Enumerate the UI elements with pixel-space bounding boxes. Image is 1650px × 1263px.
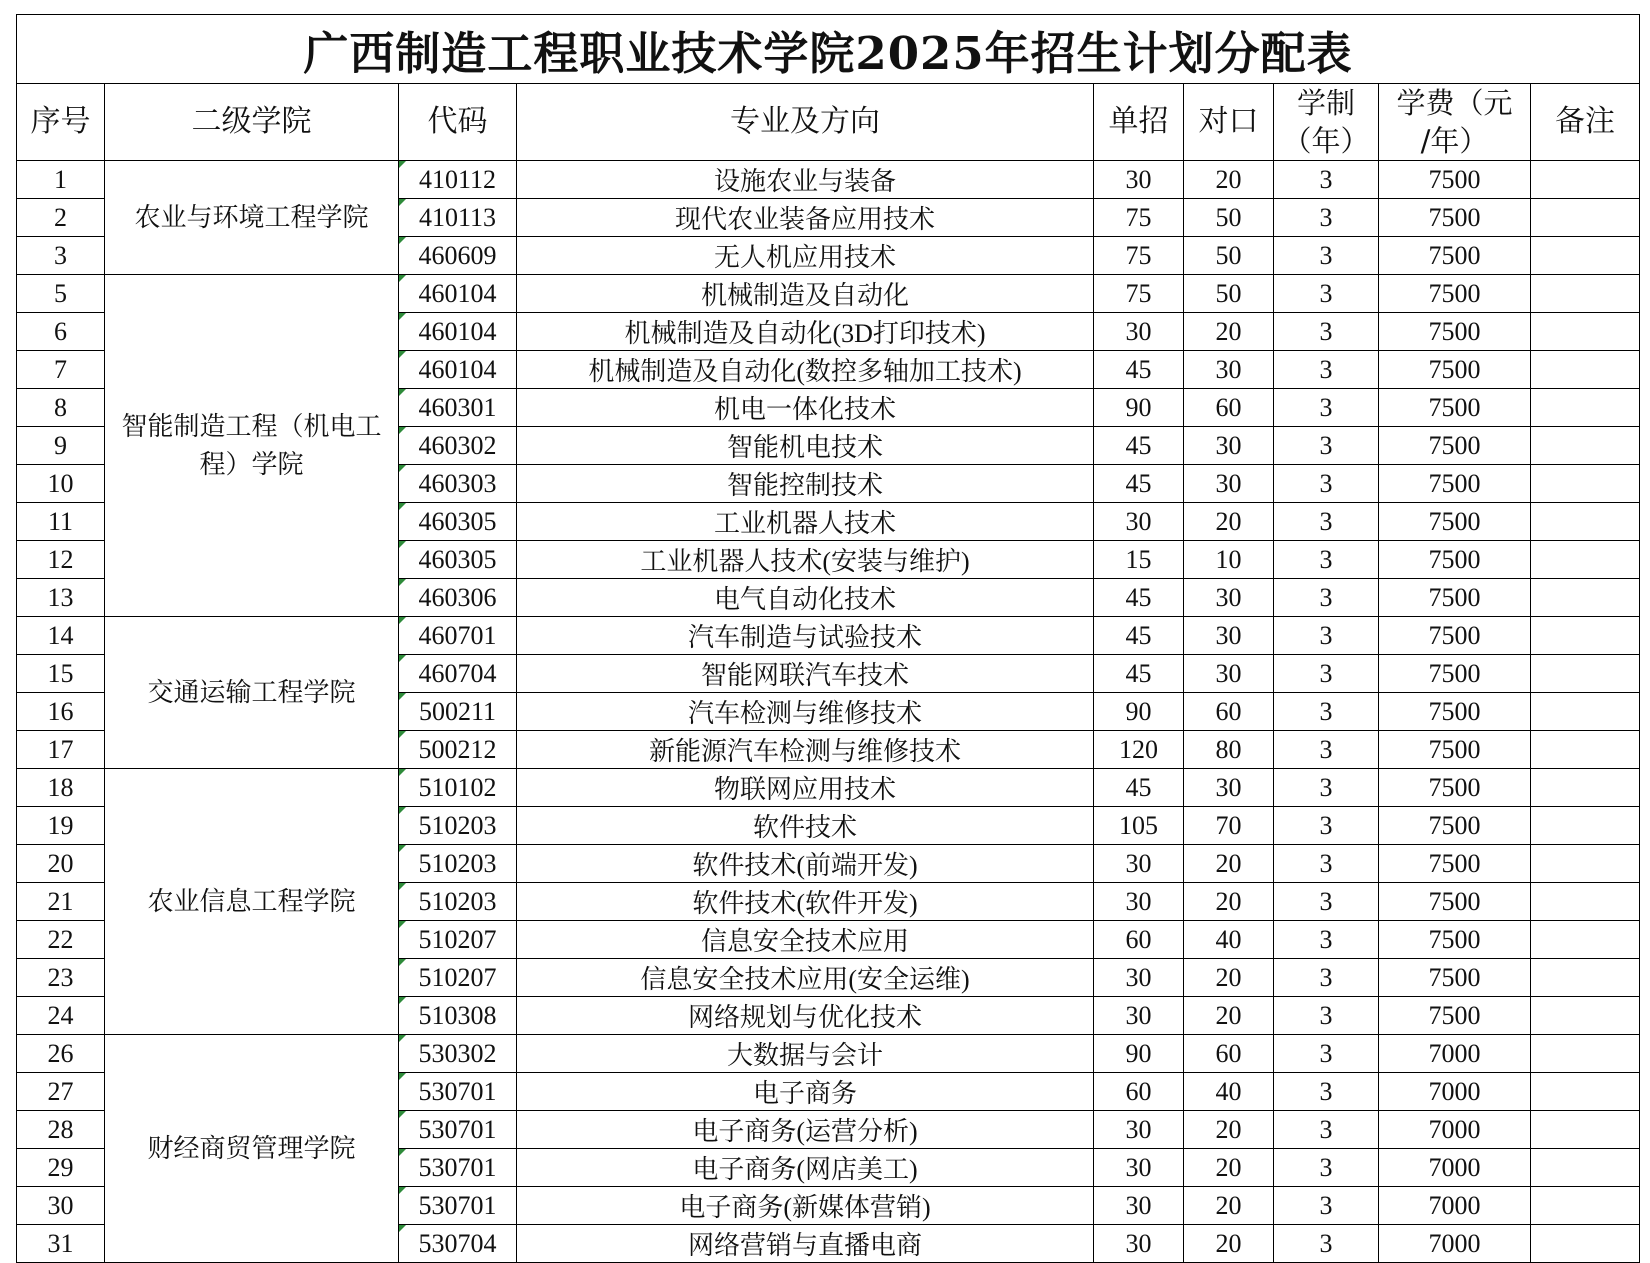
cell-remark — [1531, 427, 1640, 465]
cell-seq: 29 — [17, 1149, 105, 1187]
cell-fee: 7500 — [1379, 275, 1531, 313]
table-row — [17, 769, 1640, 807]
cell-remark — [1531, 921, 1640, 959]
cell-years: 3 — [1274, 1111, 1379, 1149]
cell-fee: 7500 — [1379, 959, 1531, 997]
cell-single: 30 — [1094, 313, 1184, 351]
cell-major: 网络营销与直播电商 — [517, 1225, 1094, 1263]
cell-single: 30 — [1094, 1149, 1184, 1187]
cell-duikou: 20 — [1184, 997, 1274, 1035]
cell-single: 75 — [1094, 199, 1184, 237]
cell-college: 交通运输工程学院 — [105, 617, 399, 769]
cell-duikou: 70 — [1184, 807, 1274, 845]
cell-major: 电子商务(网店美工) — [517, 1149, 1094, 1187]
header-code: 代码 — [399, 84, 517, 161]
cell-years: 3 — [1274, 465, 1379, 503]
header-single: 单招 — [1094, 84, 1184, 161]
cell-fee: 7000 — [1379, 1111, 1531, 1149]
header-college: 二级学院 — [105, 84, 399, 161]
cell-code: 460306 — [399, 579, 517, 617]
cell-seq: 26 — [17, 1035, 105, 1073]
cell-remark — [1531, 1149, 1640, 1187]
cell-duikou: 20 — [1184, 959, 1274, 997]
cell-remark — [1531, 199, 1640, 237]
cell-code: 460104 — [399, 313, 517, 351]
cell-fee: 7000 — [1379, 1187, 1531, 1225]
cell-duikou: 30 — [1184, 617, 1274, 655]
cell-fee: 7500 — [1379, 161, 1531, 199]
cell-seq: 8 — [17, 389, 105, 427]
cell-years: 3 — [1274, 1073, 1379, 1111]
cell-years: 3 — [1274, 1035, 1379, 1073]
cell-years: 3 — [1274, 921, 1379, 959]
cell-fee: 7500 — [1379, 351, 1531, 389]
cell-code: 460701 — [399, 617, 517, 655]
cell-years: 3 — [1274, 389, 1379, 427]
cell-major: 汽车制造与试验技术 — [517, 617, 1094, 655]
cell-remark — [1531, 541, 1640, 579]
cell-single: 15 — [1094, 541, 1184, 579]
cell-single: 30 — [1094, 1225, 1184, 1263]
cell-years: 3 — [1274, 427, 1379, 465]
cell-single: 30 — [1094, 503, 1184, 541]
cell-single: 90 — [1094, 389, 1184, 427]
cell-remark — [1531, 693, 1640, 731]
cell-fee: 7500 — [1379, 541, 1531, 579]
cell-single: 120 — [1094, 731, 1184, 769]
cell-years: 3 — [1274, 807, 1379, 845]
cell-seq: 18 — [17, 769, 105, 807]
cell-remark — [1531, 237, 1640, 275]
cell-fee: 7000 — [1379, 1035, 1531, 1073]
cell-seq: 22 — [17, 921, 105, 959]
cell-remark — [1531, 465, 1640, 503]
cell-years: 3 — [1274, 161, 1379, 199]
cell-seq: 3 — [17, 237, 105, 275]
cell-fee: 7500 — [1379, 465, 1531, 503]
cell-duikou: 20 — [1184, 845, 1274, 883]
cell-major: 软件技术(软件开发) — [517, 883, 1094, 921]
cell-code: 500211 — [399, 693, 517, 731]
cell-duikou: 60 — [1184, 1035, 1274, 1073]
cell-fee: 7500 — [1379, 807, 1531, 845]
cell-code: 530701 — [399, 1073, 517, 1111]
cell-duikou: 40 — [1184, 1073, 1274, 1111]
cell-major: 机电一体化技术 — [517, 389, 1094, 427]
cell-years: 3 — [1274, 997, 1379, 1035]
table-row — [17, 617, 1640, 655]
cell-remark — [1531, 883, 1640, 921]
cell-seq: 24 — [17, 997, 105, 1035]
cell-code: 510203 — [399, 883, 517, 921]
cell-years: 3 — [1274, 237, 1379, 275]
cell-code: 460302 — [399, 427, 517, 465]
cell-single: 45 — [1094, 617, 1184, 655]
cell-college: 智能制造工程（机电工程）学院 — [105, 275, 399, 617]
cell-major: 电气自动化技术 — [517, 579, 1094, 617]
cell-remark — [1531, 807, 1640, 845]
cell-code: 530704 — [399, 1225, 517, 1263]
cell-major: 智能网联汽车技术 — [517, 655, 1094, 693]
cell-single: 75 — [1094, 275, 1184, 313]
cell-fee: 7500 — [1379, 313, 1531, 351]
cell-duikou: 20 — [1184, 1111, 1274, 1149]
header-seq: 序号 — [17, 84, 105, 161]
cell-single: 30 — [1094, 161, 1184, 199]
cell-duikou: 60 — [1184, 389, 1274, 427]
cell-major: 智能控制技术 — [517, 465, 1094, 503]
cell-remark — [1531, 959, 1640, 997]
cell-seq: 17 — [17, 731, 105, 769]
cell-remark — [1531, 275, 1640, 313]
cell-fee: 7500 — [1379, 769, 1531, 807]
cell-code: 460301 — [399, 389, 517, 427]
cell-fee: 7500 — [1379, 997, 1531, 1035]
cell-years: 3 — [1274, 769, 1379, 807]
cell-seq: 12 — [17, 541, 105, 579]
cell-remark — [1531, 579, 1640, 617]
cell-fee: 7500 — [1379, 921, 1531, 959]
table-title: 广西制造工程职业技术学院2025年招生计划分配表 — [17, 15, 1640, 84]
cell-remark — [1531, 161, 1640, 199]
cell-years: 3 — [1274, 693, 1379, 731]
cell-major: 智能机电技术 — [517, 427, 1094, 465]
cell-seq: 7 — [17, 351, 105, 389]
cell-duikou: 30 — [1184, 465, 1274, 503]
header-duikou: 对口 — [1184, 84, 1274, 161]
cell-remark — [1531, 731, 1640, 769]
cell-code: 460305 — [399, 541, 517, 579]
cell-single: 45 — [1094, 769, 1184, 807]
header-fee-line2: /年） — [1420, 124, 1489, 158]
cell-code: 530302 — [399, 1035, 517, 1073]
cell-duikou: 20 — [1184, 1187, 1274, 1225]
cell-years: 3 — [1274, 1225, 1379, 1263]
cell-seq: 23 — [17, 959, 105, 997]
cell-duikou: 30 — [1184, 655, 1274, 693]
cell-duikou: 60 — [1184, 693, 1274, 731]
cell-fee: 7500 — [1379, 579, 1531, 617]
cell-duikou: 20 — [1184, 503, 1274, 541]
cell-years: 3 — [1274, 275, 1379, 313]
cell-single: 75 — [1094, 237, 1184, 275]
cell-duikou: 20 — [1184, 1225, 1274, 1263]
cell-duikou: 20 — [1184, 161, 1274, 199]
cell-remark — [1531, 997, 1640, 1035]
cell-single: 45 — [1094, 579, 1184, 617]
cell-code: 460704 — [399, 655, 517, 693]
cell-single: 105 — [1094, 807, 1184, 845]
cell-fee: 7000 — [1379, 1149, 1531, 1187]
cell-fee: 7000 — [1379, 1073, 1531, 1111]
cell-remark — [1531, 389, 1640, 427]
cell-single: 45 — [1094, 351, 1184, 389]
header-major: 专业及方向 — [517, 84, 1094, 161]
cell-single: 30 — [1094, 883, 1184, 921]
header-fee — [1379, 84, 1531, 161]
cell-seq: 9 — [17, 427, 105, 465]
cell-single: 90 — [1094, 1035, 1184, 1073]
cell-seq: 20 — [17, 845, 105, 883]
cell-remark — [1531, 503, 1640, 541]
cell-duikou: 30 — [1184, 351, 1274, 389]
cell-major: 机械制造及自动化(数控多轴加工技术) — [517, 351, 1094, 389]
cell-duikou: 30 — [1184, 579, 1274, 617]
header-duration-line1: 学制 — [1296, 86, 1355, 120]
cell-single: 60 — [1094, 1073, 1184, 1111]
cell-single: 30 — [1094, 845, 1184, 883]
table-row — [17, 161, 1640, 199]
cell-major: 现代农业装备应用技术 — [517, 199, 1094, 237]
cell-duikou: 50 — [1184, 275, 1274, 313]
cell-years: 3 — [1274, 503, 1379, 541]
cell-major: 工业机器人技术(安装与维护) — [517, 541, 1094, 579]
cell-code: 410113 — [399, 199, 517, 237]
header-duration-line2: （年） — [1282, 124, 1370, 158]
cell-duikou: 20 — [1184, 1149, 1274, 1187]
cell-remark — [1531, 655, 1640, 693]
cell-college: 农业与环境工程学院 — [105, 161, 399, 275]
cell-seq: 16 — [17, 693, 105, 731]
cell-remark — [1531, 1111, 1640, 1149]
cell-years: 3 — [1274, 1187, 1379, 1225]
cell-code: 510102 — [399, 769, 517, 807]
cell-years: 3 — [1274, 959, 1379, 997]
cell-seq: 2 — [17, 199, 105, 237]
cell-seq: 14 — [17, 617, 105, 655]
cell-seq: 19 — [17, 807, 105, 845]
cell-major: 软件技术 — [517, 807, 1094, 845]
cell-duikou: 10 — [1184, 541, 1274, 579]
cell-fee: 7500 — [1379, 883, 1531, 921]
cell-single: 45 — [1094, 465, 1184, 503]
cell-code: 510203 — [399, 845, 517, 883]
header-duration — [1274, 84, 1379, 161]
cell-remark — [1531, 1035, 1640, 1073]
cell-seq: 6 — [17, 313, 105, 351]
cell-code: 460609 — [399, 237, 517, 275]
cell-remark — [1531, 617, 1640, 655]
cell-seq: 1 — [17, 161, 105, 199]
cell-duikou: 20 — [1184, 313, 1274, 351]
cell-years: 3 — [1274, 883, 1379, 921]
cell-major: 无人机应用技术 — [517, 237, 1094, 275]
cell-seq: 31 — [17, 1225, 105, 1263]
cell-major: 机械制造及自动化(3D打印技术) — [517, 313, 1094, 351]
cell-major: 工业机器人技术 — [517, 503, 1094, 541]
cell-duikou: 30 — [1184, 427, 1274, 465]
enrollment-plan-sheet — [16, 14, 1640, 1263]
cell-seq: 28 — [17, 1111, 105, 1149]
cell-major: 信息安全技术应用(安全运维) — [517, 959, 1094, 997]
cell-remark — [1531, 845, 1640, 883]
table-body — [17, 161, 1640, 1263]
cell-code: 510207 — [399, 959, 517, 997]
cell-code: 460104 — [399, 351, 517, 389]
cell-seq: 30 — [17, 1187, 105, 1225]
cell-code: 510207 — [399, 921, 517, 959]
cell-fee: 7000 — [1379, 1225, 1531, 1263]
cell-fee: 7500 — [1379, 389, 1531, 427]
cell-major: 大数据与会计 — [517, 1035, 1094, 1073]
cell-remark — [1531, 351, 1640, 389]
cell-code: 530701 — [399, 1149, 517, 1187]
cell-major: 电子商务(新媒体营销) — [517, 1187, 1094, 1225]
cell-single: 30 — [1094, 959, 1184, 997]
cell-major: 网络规划与优化技术 — [517, 997, 1094, 1035]
cell-major: 物联网应用技术 — [517, 769, 1094, 807]
cell-remark — [1531, 1187, 1640, 1225]
cell-major: 信息安全技术应用 — [517, 921, 1094, 959]
cell-single: 60 — [1094, 921, 1184, 959]
cell-major: 汽车检测与维修技术 — [517, 693, 1094, 731]
cell-code: 460305 — [399, 503, 517, 541]
table-row — [17, 1035, 1640, 1073]
cell-code: 500212 — [399, 731, 517, 769]
cell-fee: 7500 — [1379, 237, 1531, 275]
cell-duikou: 40 — [1184, 921, 1274, 959]
enrollment-table — [16, 14, 1640, 1263]
cell-major: 机械制造及自动化 — [517, 275, 1094, 313]
cell-duikou: 50 — [1184, 237, 1274, 275]
header-fee-line1: 学费（元 — [1396, 86, 1513, 120]
cell-years: 3 — [1274, 655, 1379, 693]
cell-duikou: 30 — [1184, 769, 1274, 807]
cell-single: 30 — [1094, 1187, 1184, 1225]
cell-major: 设施农业与装备 — [517, 161, 1094, 199]
cell-fee: 7500 — [1379, 655, 1531, 693]
cell-code: 530701 — [399, 1111, 517, 1149]
cell-code: 460104 — [399, 275, 517, 313]
cell-years: 3 — [1274, 579, 1379, 617]
cell-years: 3 — [1274, 617, 1379, 655]
cell-years: 3 — [1274, 351, 1379, 389]
cell-fee: 7500 — [1379, 503, 1531, 541]
cell-code: 510203 — [399, 807, 517, 845]
cell-years: 3 — [1274, 199, 1379, 237]
cell-years: 3 — [1274, 1149, 1379, 1187]
cell-major: 电子商务 — [517, 1073, 1094, 1111]
cell-major: 电子商务(运营分析) — [517, 1111, 1094, 1149]
cell-code: 510308 — [399, 997, 517, 1035]
cell-duikou: 20 — [1184, 883, 1274, 921]
cell-code: 410112 — [399, 161, 517, 199]
cell-duikou: 50 — [1184, 199, 1274, 237]
table-row — [17, 275, 1640, 313]
cell-fee: 7500 — [1379, 731, 1531, 769]
cell-code: 530701 — [399, 1187, 517, 1225]
cell-seq: 13 — [17, 579, 105, 617]
cell-years: 3 — [1274, 313, 1379, 351]
cell-fee: 7500 — [1379, 845, 1531, 883]
cell-fee: 7500 — [1379, 693, 1531, 731]
cell-years: 3 — [1274, 845, 1379, 883]
cell-code: 460303 — [399, 465, 517, 503]
cell-fee: 7500 — [1379, 427, 1531, 465]
cell-seq: 21 — [17, 883, 105, 921]
cell-single: 45 — [1094, 427, 1184, 465]
cell-fee: 7500 — [1379, 199, 1531, 237]
cell-years: 3 — [1274, 541, 1379, 579]
cell-remark — [1531, 313, 1640, 351]
cell-fee: 7500 — [1379, 617, 1531, 655]
cell-major: 软件技术(前端开发) — [517, 845, 1094, 883]
cell-single: 30 — [1094, 1111, 1184, 1149]
cell-remark — [1531, 1225, 1640, 1263]
cell-seq: 11 — [17, 503, 105, 541]
cell-remark — [1531, 1073, 1640, 1111]
cell-single: 30 — [1094, 997, 1184, 1035]
cell-seq: 27 — [17, 1073, 105, 1111]
cell-duikou: 80 — [1184, 731, 1274, 769]
cell-college: 财经商贸管理学院 — [105, 1035, 399, 1263]
header-remark: 备注 — [1531, 84, 1640, 161]
cell-college: 农业信息工程学院 — [105, 769, 399, 1035]
cell-seq: 15 — [17, 655, 105, 693]
cell-seq: 10 — [17, 465, 105, 503]
cell-single: 45 — [1094, 655, 1184, 693]
cell-single: 90 — [1094, 693, 1184, 731]
cell-remark — [1531, 769, 1640, 807]
cell-years: 3 — [1274, 731, 1379, 769]
cell-major: 新能源汽车检测与维修技术 — [517, 731, 1094, 769]
cell-seq: 5 — [17, 275, 105, 313]
